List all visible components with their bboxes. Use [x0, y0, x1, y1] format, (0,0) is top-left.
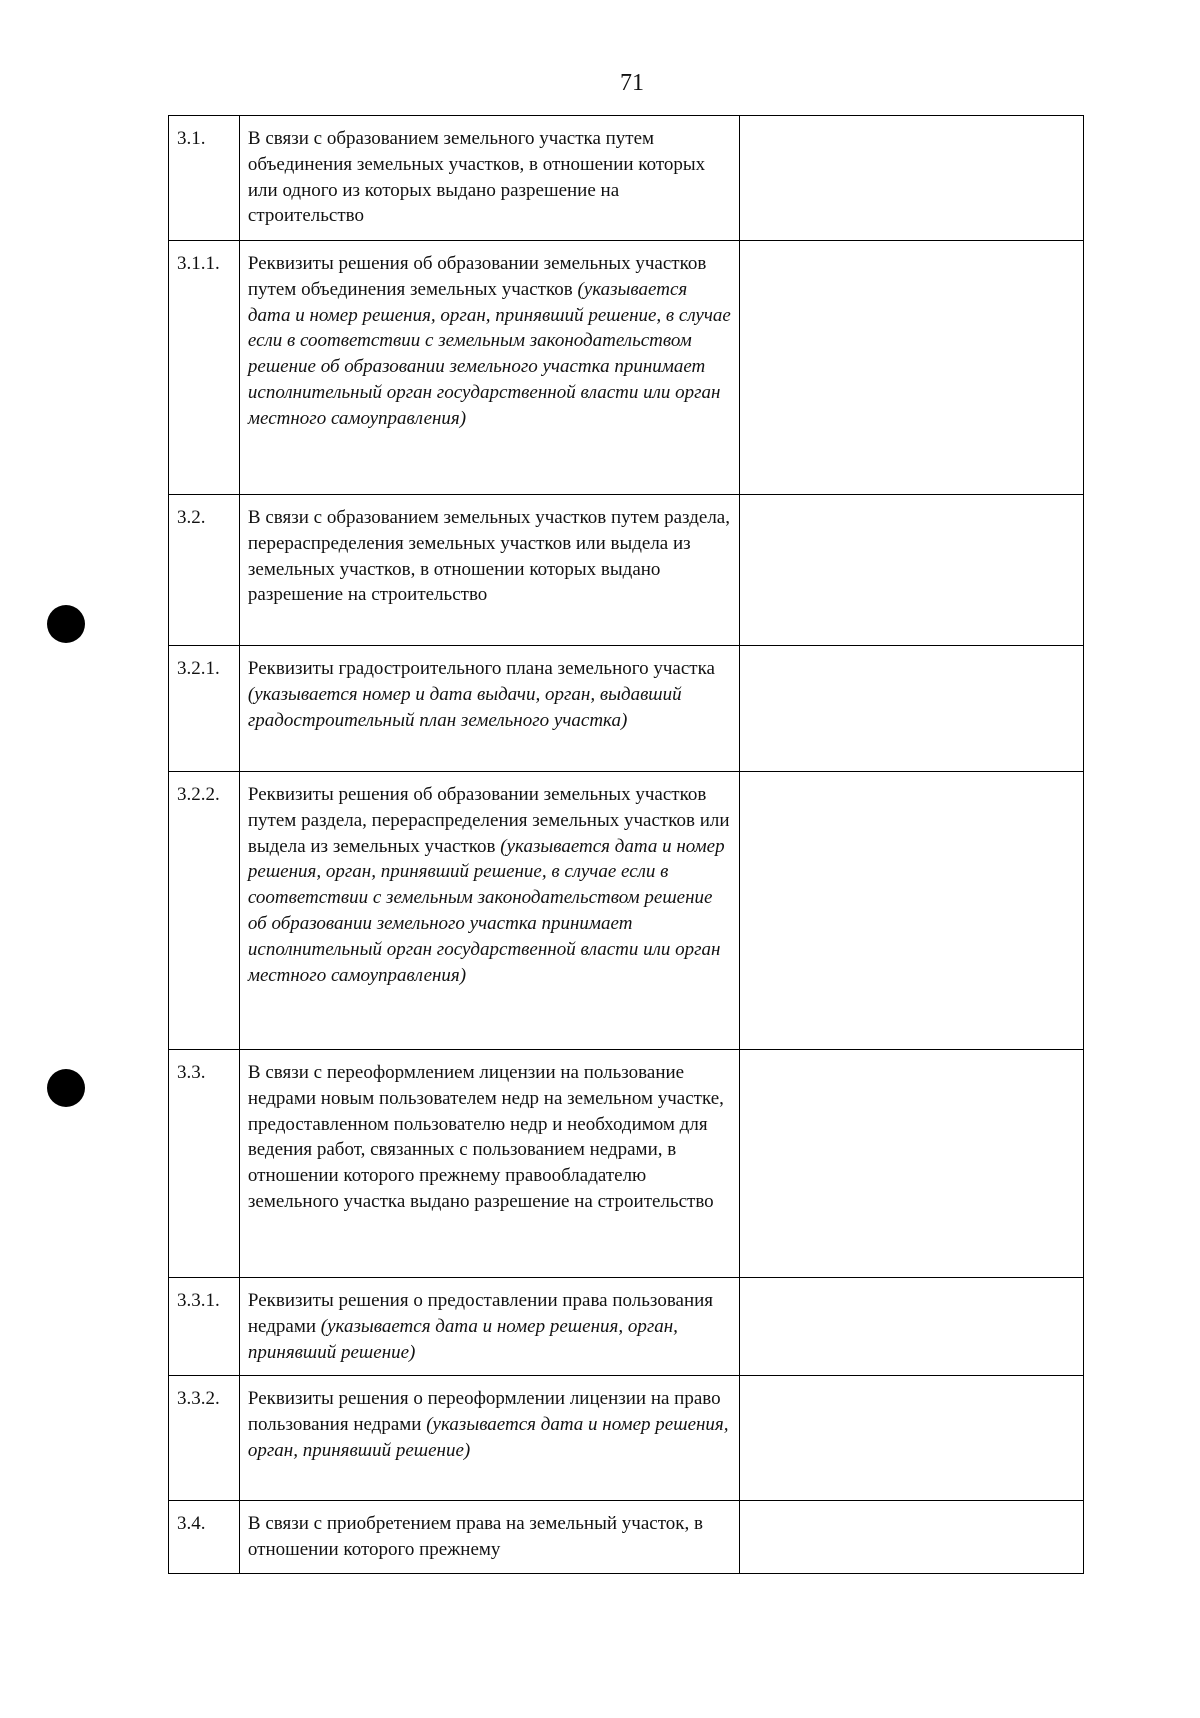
- table-row: [169, 116, 1084, 241]
- item-text: В связи с приобретением права на земельный участок, в отношении которого прежнему: [247, 1513, 703, 1561]
- document-table: [168, 115, 1084, 1574]
- table-row: [169, 772, 1084, 1050]
- table-row: [169, 495, 1084, 646]
- item-value: [739, 1050, 1083, 1278]
- item-note: (указывается номер и дата выдачи, орган, выдавший градостроительный план земельного участка): [247, 683, 682, 731]
- item-number: 3.2.: [169, 495, 240, 646]
- item-value: [739, 1376, 1083, 1501]
- item-note: (указывается дата и номер решения, орган, принявший решение): [247, 1414, 729, 1461]
- item-value: [739, 241, 1083, 495]
- item-value: [739, 495, 1083, 646]
- item-text: Реквизиты решения об образовании земельных участков путем объединения земельных участков: [247, 253, 707, 300]
- item-note: (указывается дата и номер решения, орган, принявший решение): [247, 1315, 678, 1363]
- item-text: В связи с образованием земельного участка путем объединения земельных участков, в отношении которых или одного из которых выдано разрешение на строительство: [247, 128, 706, 227]
- item-note: (указывается дата и номер решения, орган, принявший решение, в случае если в соответствии с земельным законодательством решение об образовании земельного участка принимает исполнительный орган государственной власти или орган местного самоуправления): [247, 835, 725, 986]
- item-number: 3.1.: [169, 116, 240, 241]
- item-text: Реквизиты градостроительного плана земельного участка: [247, 658, 715, 679]
- page-number: 71: [620, 70, 644, 96]
- item-description: [239, 116, 739, 241]
- table-row: [169, 1278, 1084, 1376]
- item-description: [239, 1050, 739, 1278]
- item-description: [239, 646, 739, 772]
- punch-hole-lower: [47, 1069, 85, 1107]
- table-row: [169, 646, 1084, 772]
- item-value: [739, 116, 1083, 241]
- item-text: Реквизиты решения о переоформлении лицензии на право пользования недрами: [247, 1388, 721, 1436]
- item-description: [239, 1501, 739, 1574]
- item-value: [739, 1501, 1083, 1574]
- table-row: [169, 241, 1084, 495]
- punch-hole-upper: [47, 605, 85, 643]
- item-value: [739, 646, 1083, 772]
- item-number: 3.1.1.: [169, 241, 240, 495]
- item-description: [239, 1376, 739, 1501]
- item-number: 3.3.2.: [169, 1376, 240, 1501]
- item-description: [239, 495, 739, 646]
- table-row: [169, 1376, 1084, 1501]
- item-value: [739, 1278, 1083, 1376]
- item-text: В связи с образованием земельных участков путем раздела, перераспределения земельных участков или выдела из земельных участков, в отношении которых выдано разрешение на строительство: [247, 507, 730, 606]
- item-value: [739, 772, 1083, 1050]
- item-text: Реквизиты решения об образовании земельных участков путем раздела, перераспределения земельных участков или выдела из земельных участков: [247, 784, 730, 857]
- item-description: [239, 772, 739, 1050]
- item-description: [239, 241, 739, 495]
- item-number: 3.3.1.: [169, 1278, 240, 1376]
- item-number: 3.2.1.: [169, 646, 240, 772]
- table-row: [169, 1050, 1084, 1278]
- item-number: 3.2.2.: [169, 772, 240, 1050]
- table-row: [169, 1501, 1084, 1574]
- item-text: В связи с переоформлением лицензии на пользование недрами новым пользователем недр на земельном участке, предоставленном пользователю недр и необходимом для ведения работ, связанных с пользованием недрами, в отношении которого прежнему правообладателю земельного участка выдано разрешение на строительство: [247, 1062, 724, 1212]
- item-number: 3.4.: [169, 1501, 240, 1574]
- item-note: (указывается дата и номер решения, орган, принявший решение, в случае если в соответствии с земельным законодательством решение об образовании земельного участка принимает исполнительный орган государственной власти или орган местного самоуправления): [247, 278, 731, 429]
- item-description: [239, 1278, 739, 1376]
- item-text: Реквизиты решения о предоставлении права пользования недрами: [247, 1290, 714, 1337]
- item-number: 3.3.: [169, 1050, 240, 1278]
